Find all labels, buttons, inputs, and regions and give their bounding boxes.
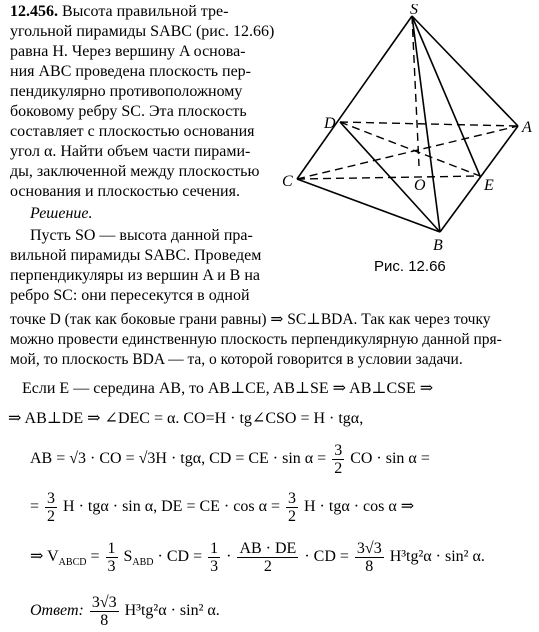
problem-line-4: ния ABC проведена плоскость пер- (10, 63, 251, 80)
label-E: E (484, 177, 494, 194)
label-B: B (433, 237, 443, 254)
fraction-1-over-3: $\frac{1}{3}$ (107, 540, 116, 575)
label-A: A (522, 119, 532, 136)
eq5-cd2: · CD = (304, 548, 349, 566)
answer-line (30, 594, 220, 629)
answer-label: Ответ: (30, 602, 84, 620)
label-D: D (324, 115, 336, 132)
solution-line-4: ребро SC: они пересекутся в одной (10, 287, 250, 304)
eq3-right: CO · sin α = (350, 450, 430, 468)
problem-line-9: ды, заключенной между плоскостью (10, 163, 260, 180)
eq5-eq: = (90, 548, 100, 566)
eq5-s: $S_{ABD}$ (123, 548, 154, 569)
answer-fraction: $\frac{3√3}{8}$ (91, 594, 117, 629)
label-C: C (282, 173, 293, 190)
eq4-mid: H · tgα · sin α, DE = CE · cos α = (63, 498, 280, 516)
problem-line-10: основания и плоскостью сечения. (10, 183, 240, 200)
problem-line-1 (10, 2, 228, 22)
solution-line-2: вильной пирамиды SABC. Проведем (10, 247, 262, 264)
fraction-3-over-2-b: $\frac{3}{2}$ (47, 490, 56, 525)
problem-line-3: равна H. Через вершину A основа- (10, 43, 246, 60)
problem-line-6: боковому ребру SC. Эта плоскость (10, 103, 247, 120)
equation-line-1: Если E — середина AB, то AB⊥CE, AB⊥SE ⇒ AB⊥CSE ⇒ (22, 380, 434, 397)
eq3-left: AB = √3 · CO = √3H · tgα, CD = CE · sin α = (30, 450, 327, 468)
fraction-1-over-3-b: $\frac{1}{3}$ (210, 540, 219, 575)
answer-tail: H³tg²α · sin² α. (124, 602, 220, 620)
problem-line-5: пендикулярно противоположному (10, 83, 243, 100)
fraction-ab-de-over-2: $\frac{AB \cdot DE}{2}$ (239, 540, 297, 575)
eq5-tail: H³tg²α · sin² α. (389, 548, 485, 566)
solution-line-5: точке D (так как боковые грани равны) ⇒ SC⊥BDA. Так как через точку (10, 311, 491, 328)
label-O: O (414, 177, 426, 194)
solution-line-7: мой, то плоскость BDA — та, о которой говорится в условии задачи. (10, 351, 463, 368)
problem-number: 12.456. (10, 3, 58, 20)
problem-text-1: Высота правильной тре- (62, 3, 229, 20)
figure-caption: Рис. 12.66 (374, 258, 446, 275)
equation-line-4 (30, 490, 414, 525)
pyramid-figure (282, 4, 538, 254)
equation-line-2: ⇒ AB⊥DE ⇒ ∠DEC = α. CO=H · tg∠CSO = H · tgα, (8, 410, 364, 427)
equation-line-3 (30, 442, 430, 477)
eq4-eq: = (30, 498, 40, 516)
label-S: S (410, 4, 418, 18)
eq5-cd: · CD = (157, 548, 203, 566)
problem-line-7: составляет с плоскостью основания (10, 123, 255, 140)
eq5-v: ⇒ $V_{ABCD}$ (30, 548, 87, 569)
fraction-3-over-2: $\frac{3}{2}$ (334, 442, 343, 477)
solution-line-1: Пусть SO — высота данной пра- (30, 227, 253, 244)
solution-line-3: перпендикуляры из вершин A и B на (10, 267, 260, 284)
solution-line-6: можно провести единственную плоскость перпендикулярную данной пря- (10, 331, 502, 348)
fraction-3root3-over-8: $\frac{3√3}{8}$ (356, 540, 382, 575)
eq4-right: H · tgα · cos α ⇒ (303, 498, 415, 516)
problem-line-2: угольной пирамиды SABC (рис. 12.66) (10, 23, 275, 40)
equation-line-5: ⇒ $V_{ABCD}$ = $\frac{1}{3}$ $S_{ABD}$ · CD = $\frac{1}{3}$ · $\frac{AB \cdot DE}{2}$ · CD = $\frac{3√3}{8}$ H³tg²α · sin² α. (30, 540, 485, 575)
fraction-3-over-2-c: $\frac{3}{2}$ (287, 490, 296, 525)
solution-heading: Решение. (30, 205, 93, 222)
problem-line-8: угол α. Найти объем части пирами- (10, 143, 251, 160)
